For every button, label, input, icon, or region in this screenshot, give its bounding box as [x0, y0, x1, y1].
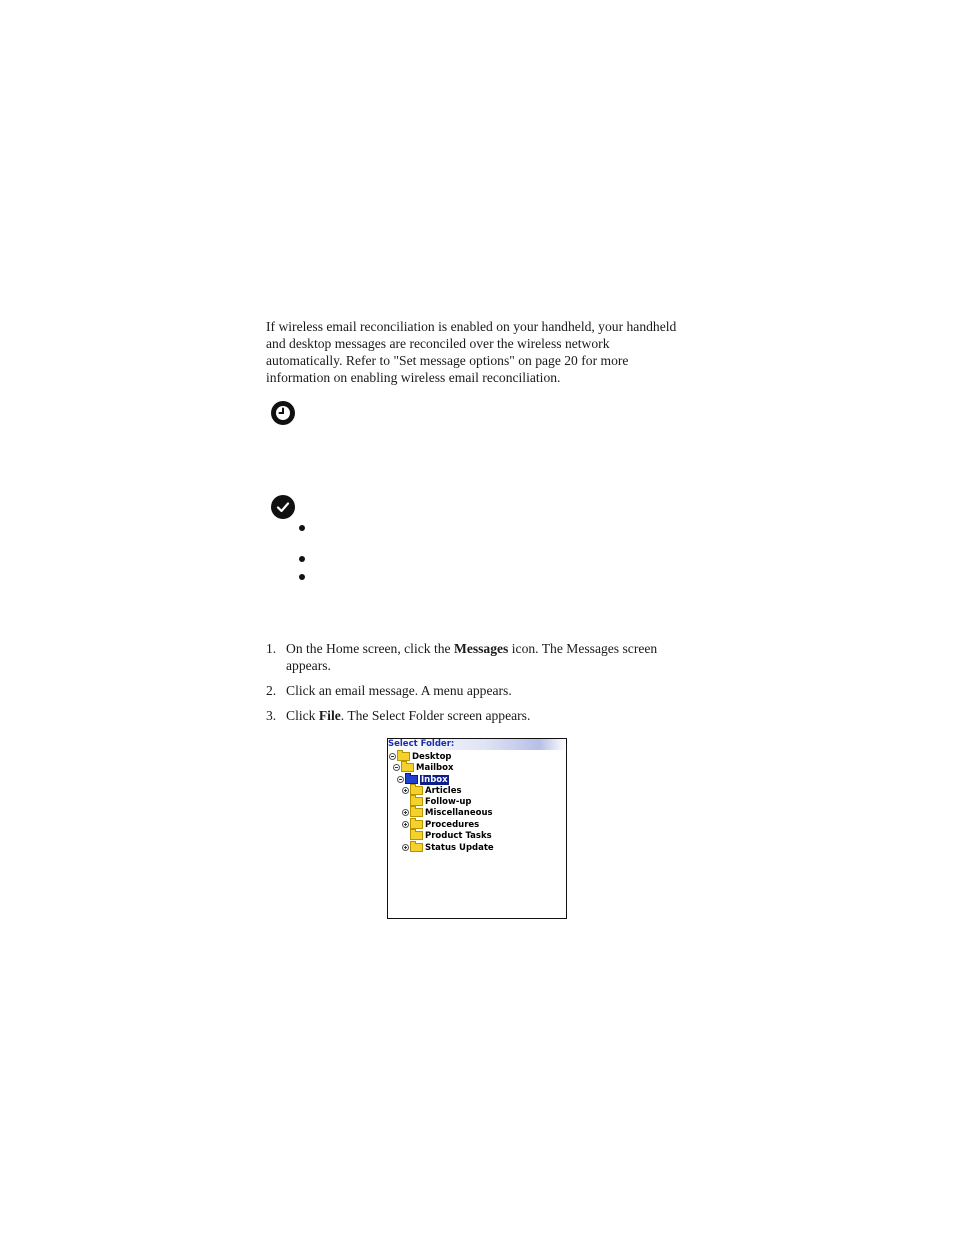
select-folder-screen [387, 738, 567, 919]
expand-icon[interactable] [402, 821, 409, 828]
folder-icon [410, 797, 423, 806]
folder-row-status-update[interactable]: Status Update [402, 842, 494, 853]
clock-icon [271, 401, 295, 425]
screen-title: Select Folder: [388, 739, 566, 750]
folder-row-desktop[interactable]: Desktop [389, 751, 452, 762]
procedure-steps [266, 640, 686, 732]
folder-row-product-tasks[interactable]: Product Tasks [402, 830, 492, 841]
checkmark-icon [271, 495, 295, 519]
collapse-icon[interactable] [393, 764, 400, 771]
bullet-marker [299, 525, 305, 531]
bullet-marker [299, 556, 305, 562]
step-item: 1. On the Home screen, click the Messages icon. The Messages screen appears. [266, 641, 658, 673]
expand-icon[interactable] [402, 787, 409, 794]
folder-row-miscellaneous[interactable]: Miscellaneous [402, 807, 493, 818]
folder-icon [410, 808, 423, 817]
folder-icon [410, 843, 423, 852]
expand-icon[interactable] [402, 809, 409, 816]
folder-row-follow-up[interactable]: Follow-up [402, 796, 471, 807]
step-item: 3. Click File. The Select Folder screen appears. [266, 708, 531, 723]
collapse-icon[interactable] [397, 776, 404, 783]
folder-row-mailbox[interactable]: Mailbox [393, 762, 453, 773]
folder-icon [401, 763, 414, 772]
folder-row-articles[interactable]: Articles [402, 785, 462, 796]
folder-icon [410, 831, 423, 840]
intro-paragraph: If wireless email reconciliation is enabled on your handheld, your handheld and desktop messages are reconciled over the wireless network automatically. Refer to "Set message options" on page 20 for more information on enabling wireless email reconciliation. [266, 319, 677, 385]
folder-icon [410, 820, 423, 829]
folder-row-procedures[interactable]: Procedures [402, 819, 479, 830]
bullet-marker [299, 574, 305, 580]
expand-icon[interactable] [402, 844, 409, 851]
collapse-icon[interactable] [389, 753, 396, 760]
folder-row-inbox[interactable]: Inbox [397, 774, 449, 785]
folder-icon [397, 752, 410, 761]
folder-icon [410, 786, 423, 795]
open-folder-icon [405, 775, 418, 784]
step-item: 2. Click an email message. A menu appears. [266, 683, 512, 698]
